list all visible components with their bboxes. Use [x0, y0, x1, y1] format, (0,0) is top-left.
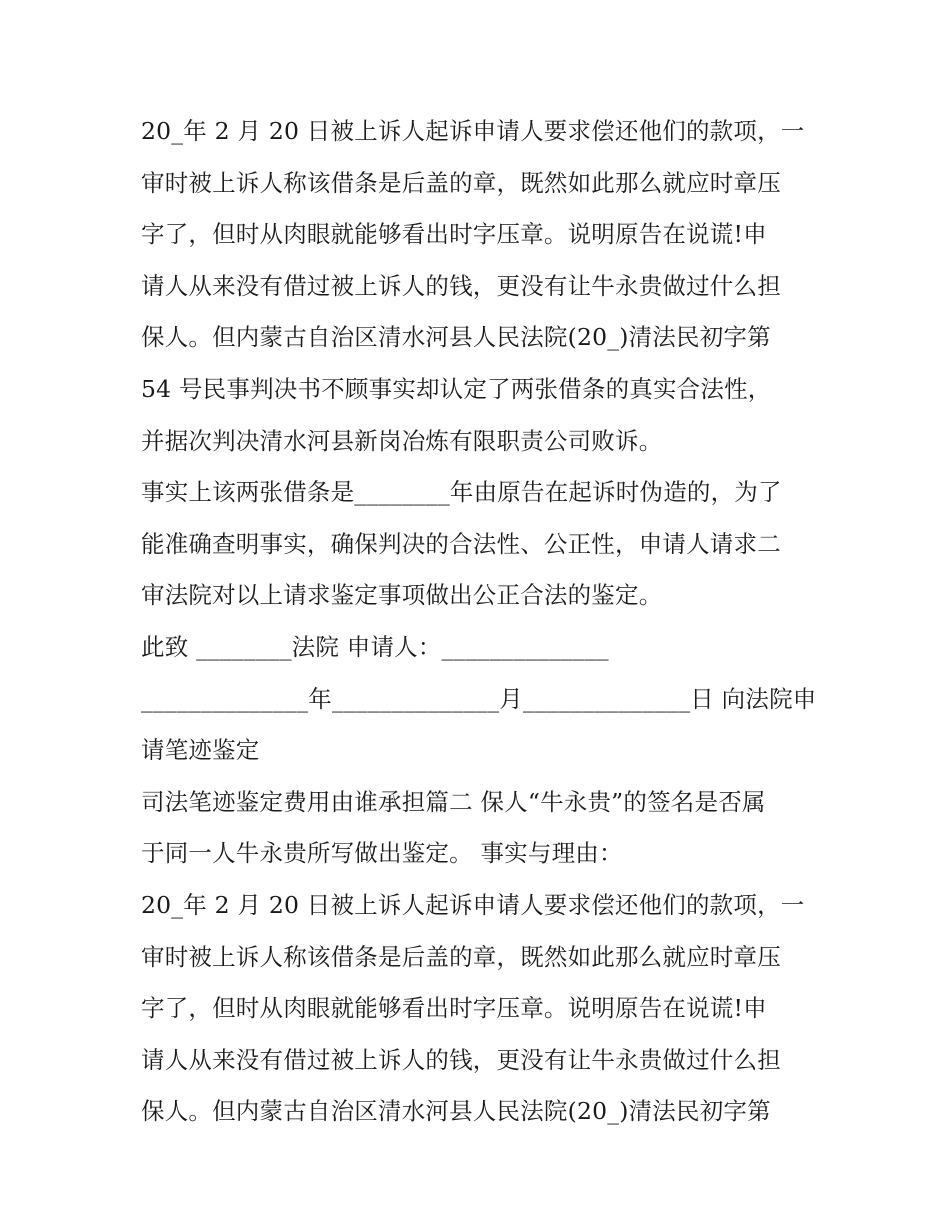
text-line-18: 字了，但时从肉眼就能够看出时字压章。说明原告在说谎!申 — [141, 994, 767, 1023]
text-line-5: 保人。但内蒙古自治区清水河县人民法院(20_)清法民初字第 — [141, 323, 771, 352]
text-line-6: 54 号民事判决书不顾事实却认定了两张借条的真实合法性， — [141, 374, 772, 403]
text-line-20: 保人。但内蒙古自治区清水河县人民法院(20_)清法民初字第 — [141, 1097, 771, 1126]
text-line-4: 请人从来没有借过被上诉人的钱，更没有让牛永贵做过什么担 — [141, 271, 781, 300]
document-body — [141, 106, 831, 1138]
text-line-12: ______________年______________月______________日 向法院申 — [141, 684, 817, 713]
text-line-10: 审法院对以上请求鉴定事项做出公正合法的鉴定。 — [141, 581, 663, 610]
text-line-16: 20_年 2 月 20 日被上诉人起诉申请人要求偿还他们的款项，一 — [141, 890, 805, 919]
text-line-15: 于同一人牛永贵所写做出鉴定。 事实与理由： — [141, 839, 623, 868]
text-line-1: 20_年 2 月 20 日被上诉人起诉申请人要求偿还他们的款项，一 — [141, 117, 805, 145]
text-line-11: 此致 ________法院 申请人：______________ — [141, 632, 609, 661]
text-line-19: 请人从来没有借过被上诉人的钱，更没有让牛永贵做过什么担 — [141, 1045, 781, 1074]
text-line-17: 审时被上诉人称该借条是后盖的章，既然如此那么就应时章压 — [141, 942, 781, 971]
text-line-8: 事实上该两张借条是________年由原告在起诉时伪造的，为了 — [141, 478, 782, 507]
text-line-2: 审时被上诉人称该借条是后盖的章，既然如此那么就应时章压 — [141, 168, 781, 197]
text-line-3: 字了，但时从肉眼就能够看出时字压章。说明原告在说谎!申 — [141, 220, 767, 249]
text-line-9: 能准确查明事实，确保判决的合法性、公正性，申请人请求二 — [141, 529, 781, 558]
text-line-14: 司法笔迹鉴定费用由谁承担篇二 保人“牛永贵”的签名是否属 — [141, 787, 766, 816]
text-line-7: 并据次判决清水河县新岗冶炼有限职责公司败诉。 — [141, 426, 663, 455]
text-line-13: 请笔迹鉴定 — [141, 736, 260, 765]
